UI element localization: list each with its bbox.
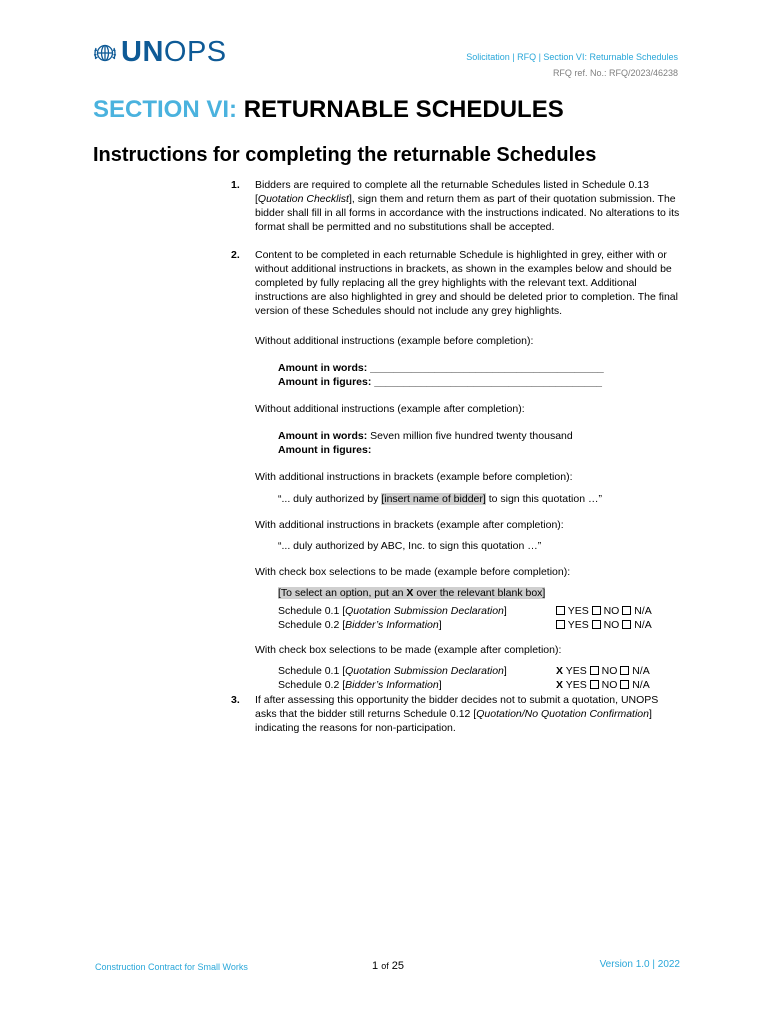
logo-wordmark: UNOPS <box>121 36 227 68</box>
section-title: SECTION VI: RETURNABLE SCHEDULES <box>93 96 564 123</box>
item-number: 3. <box>231 694 240 706</box>
page-subtitle: Instructions for completing the returnable Schedules <box>93 144 597 166</box>
page-number: 1 of 25 <box>372 960 405 972</box>
checkbox-icon <box>592 606 601 615</box>
example-amount-figures-blank: Amount in figures: _______________________________________ <box>278 376 602 388</box>
example-quote-after: “... duly authorized by ABC, Inc. to sign this quotation …” <box>278 540 542 552</box>
breadcrumb: Solicitation | RFQ | Section VI: Returnable Schedules <box>466 52 678 62</box>
item-text: Bidders are required to complete all the returnable Schedules listed in Schedule 0.13 [Quotation Checklist], sign them and return them as part of their quotation submission. The bidder shall fill in all forms in accordance with the instructions indicated. No alterations to its format shall be permitted and no substitutions shall be accepted. <box>255 179 680 233</box>
example-quote-before: “... duly authorized by [insert name of bidder] to sign this quotation …” <box>278 493 602 505</box>
un-emblem-icon <box>92 40 118 66</box>
checked-mark: X <box>556 665 564 677</box>
checkbox-icon <box>590 666 599 675</box>
checkbox-icon <box>556 606 565 615</box>
list-item-2 <box>231 248 681 318</box>
checked-mark: X <box>556 679 564 691</box>
rfq-reference: RFQ ref. No.: RFQ/2023/46238 <box>552 68 678 78</box>
example-label: With check box selections to be made (example after completion): <box>255 644 562 656</box>
item-text: Content to be completed in each returnable Schedule is highlighted in grey, either with or without additional instructions in brackets, as shown in the examples below and should be completed by fully replacing all the grey highlights with the relevant text. Additional instructions are also highlighted in grey and should be deleted prior to completion. The final version of these Schedules should not include any grey highlights. <box>255 249 678 317</box>
page-header-info <box>466 49 678 81</box>
checkbox-icon <box>620 680 629 689</box>
schedule-row-after-2: Schedule 0.2 [Bidder’s Information] X YES NO N/A <box>278 679 650 691</box>
example-label: Without additional instructions (example before completion): <box>255 335 534 347</box>
document-body <box>231 178 681 735</box>
example-label: With check box selections to be made (example before completion): <box>255 566 571 578</box>
footer-version: Version 1.0 | 2022 <box>599 959 680 970</box>
grey-highlight: [insert name of bidder] <box>381 493 486 505</box>
checkbox-icon <box>622 620 631 629</box>
example-amount-words-filled: Amount in words: Seven million five hundred twenty thousand <box>278 430 573 442</box>
example-amount-figures-filled: Amount in figures: <box>278 444 372 456</box>
checkbox-icon <box>556 620 565 629</box>
item-number: 1. <box>231 179 240 191</box>
item-text: If after assessing this opportunity the bidder decides not to submit a quotation, UNOPS asks that the bidder still returns Schedule 0.12 [Quotation/No Quotation Confirmation] indicating the reasons for non-participation. <box>255 694 659 734</box>
example-amount-words-blank: Amount in words: ________________________________________ <box>278 362 604 374</box>
checkbox-icon <box>622 606 631 615</box>
item-number: 2. <box>231 249 240 261</box>
list-item-3 <box>231 693 681 735</box>
example-label: Without additional instructions (example after completion): <box>255 403 525 415</box>
checkbox-instruction: [To select an option, put an X over the relevant blank box] <box>278 587 546 599</box>
example-label: With additional instructions in brackets (example after completion): <box>255 519 564 531</box>
schedule-row-before-1: Schedule 0.1 [Quotation Submission Declaration] YES NO N/A <box>278 605 652 617</box>
unops-logo <box>92 38 227 67</box>
example-label: With additional instructions in brackets (example before completion): <box>255 471 573 483</box>
checkbox-icon <box>592 620 601 629</box>
schedule-row-after-1: Schedule 0.1 [Quotation Submission Declaration] X YES NO N/A <box>278 665 650 677</box>
list-item-1 <box>231 178 681 234</box>
footer-document-name: Construction Contract for Small Works <box>95 962 248 972</box>
checkbox-icon <box>590 680 599 689</box>
checkbox-icon <box>620 666 629 675</box>
schedule-row-before-2: Schedule 0.2 [Bidder’s Information] YES NO N/A <box>278 619 652 631</box>
